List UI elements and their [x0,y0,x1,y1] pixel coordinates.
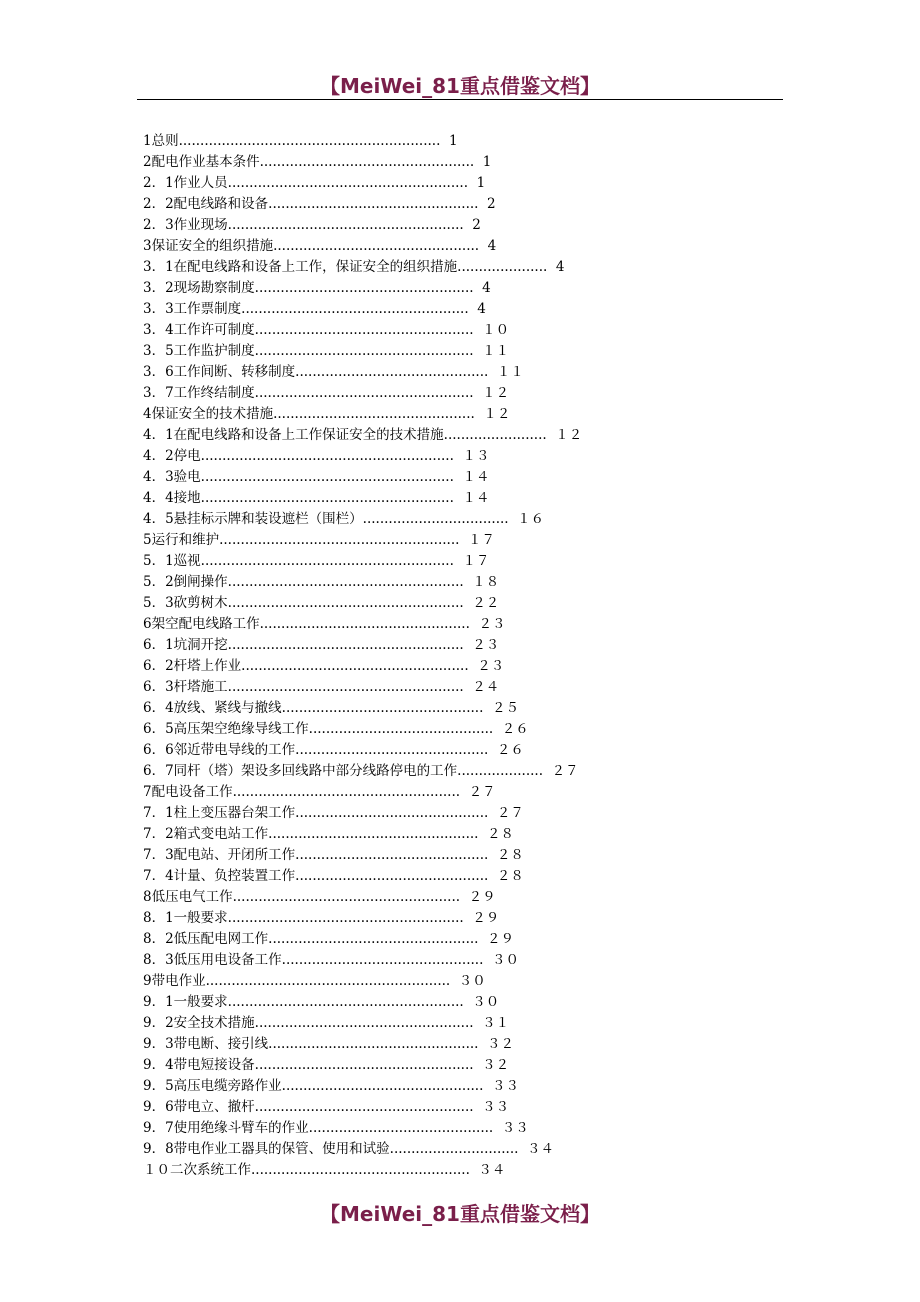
toc-entry: 8低压电气工作..................................................... ２９ [143,889,496,905]
toc-entry: 9．8带电作业工器具的保管、使用和试验.............................. ３４ [143,1141,554,1157]
toc-entry: 6．4放线、紧线与撤线............................................... ２５ [143,700,519,716]
toc-entry: 8．2低压配电网工作................................................. ２９ [143,931,515,947]
toc-entry: 5运行和维护........................................................ １７ [143,532,495,548]
toc-entry: 9．6带电立、撤杆................................................... ３３ [143,1099,510,1115]
toc-entry: 6．5高压架空绝缘导线工作........................................... ２６ [143,721,529,737]
toc-entry: 9．5高压电缆旁路作业............................................... ３３ [143,1078,519,1094]
toc-entry: 3．1在配电线路和设备上工作，保证安全的组织措施..................... 4 [143,259,565,275]
toc-entry: 2．2配电线路和设备................................................. 2 [143,196,496,212]
toc-entry: １０二次系统工作................................................... ３４ [143,1162,506,1178]
toc-entry: 7．3配电站、开闭所工作............................................. ２８ [143,847,524,863]
toc-entry: 9带电作业......................................................... ３０ [143,973,486,989]
toc-entry: 6架空配电线路工作................................................. ２３ [143,616,506,632]
toc-entry: 9．4带电短接设备................................................... ３２ [143,1057,510,1073]
toc-entry: 9．2安全技术措施................................................... ３１ [143,1015,510,1031]
toc-entry: 4．3验电........................................................... １４ [143,469,490,485]
toc-entry: 2配电作业基本条件.................................................. 1 [143,154,492,170]
toc-entry: 3．7工作终结制度................................................... １２ [143,385,510,401]
toc-entry: 9．1一般要求....................................................... ３０ [143,994,500,1010]
toc-entry: 4．4接地........................................................... １４ [143,490,490,506]
toc-entry: 4．2停电........................................................... １３ [143,448,490,464]
toc-entry: 8．3低压用电设备工作............................................... ３０ [143,952,519,968]
header-divider [137,99,783,100]
toc-entry: 6．7同杆（塔）架设多回线路中部分线路停电的工作.................... ２７ [143,763,579,779]
toc-entry: 6．1坑洞开挖....................................................... ２３ [143,637,500,653]
toc-entry: 4保证安全的技术措施............................................... １２ [143,406,511,422]
toc-entry: 2．1作业人员........................................................ 1 [143,175,486,191]
toc-entry: 6．3杆塔施工....................................................... ２４ [143,679,500,695]
toc-entry: 5．2倒闸操作....................................................... １８ [143,574,500,590]
toc-entry: 3保证安全的组织措施................................................ 4 [143,238,497,254]
toc-entry: 1总则............................................................. 1 [143,133,458,149]
toc-entry: 9．3带电断、接引线................................................. ３２ [143,1036,515,1052]
toc-entry: 8．1一般要求....................................................... ２９ [143,910,500,926]
toc-entry: 7．2箱式变电站工作................................................. ２８ [143,826,515,842]
toc-entry: 6．2杆塔上作业..................................................... ２３ [143,658,505,674]
toc-entry: 3．6工作间断、转移制度............................................. １１ [143,364,524,380]
toc-entry: 4．5悬挂标示牌和装设遮栏（围栏）.................................. １６ [143,511,545,527]
toc-entry: 9．7使用绝缘斗臂车的作业........................................... ３３ [143,1120,529,1136]
page-footer: 【MeiWei_81重点借鉴文档】 [320,1202,600,1226]
toc-entry: 7配电设备工作..................................................... ２７ [143,784,496,800]
toc-entry: 3．2现场勘察制度................................................... 4 [143,280,491,296]
table-of-contents [143,131,753,1181]
toc-entry: 3．3工作票制度..................................................... 4 [143,301,486,317]
toc-entry: 3．4工作许可制度................................................... １０ [143,322,510,338]
toc-entry: 5．1巡视........................................................... １７ [143,553,490,569]
page-header: 【MeiWei_81重点借鉴文档】 [320,74,600,98]
toc-entry: 4．1在配电线路和设备上工作保证安全的技术措施........................ １２ [143,427,583,443]
toc-entry: 5．3砍剪树木....................................................... ２２ [143,595,500,611]
toc-entry: 7．1柱上变压器台架工作............................................. ２７ [143,805,524,821]
toc-entry: 3．5工作监护制度................................................... １１ [143,343,510,359]
toc-entry: 6．6邻近带电导线的工作............................................. ２６ [143,742,524,758]
toc-entry: 7．4计量、负控装置工作............................................. ２８ [143,868,524,884]
toc-entry: 2．3作业现场....................................................... 2 [143,217,481,233]
